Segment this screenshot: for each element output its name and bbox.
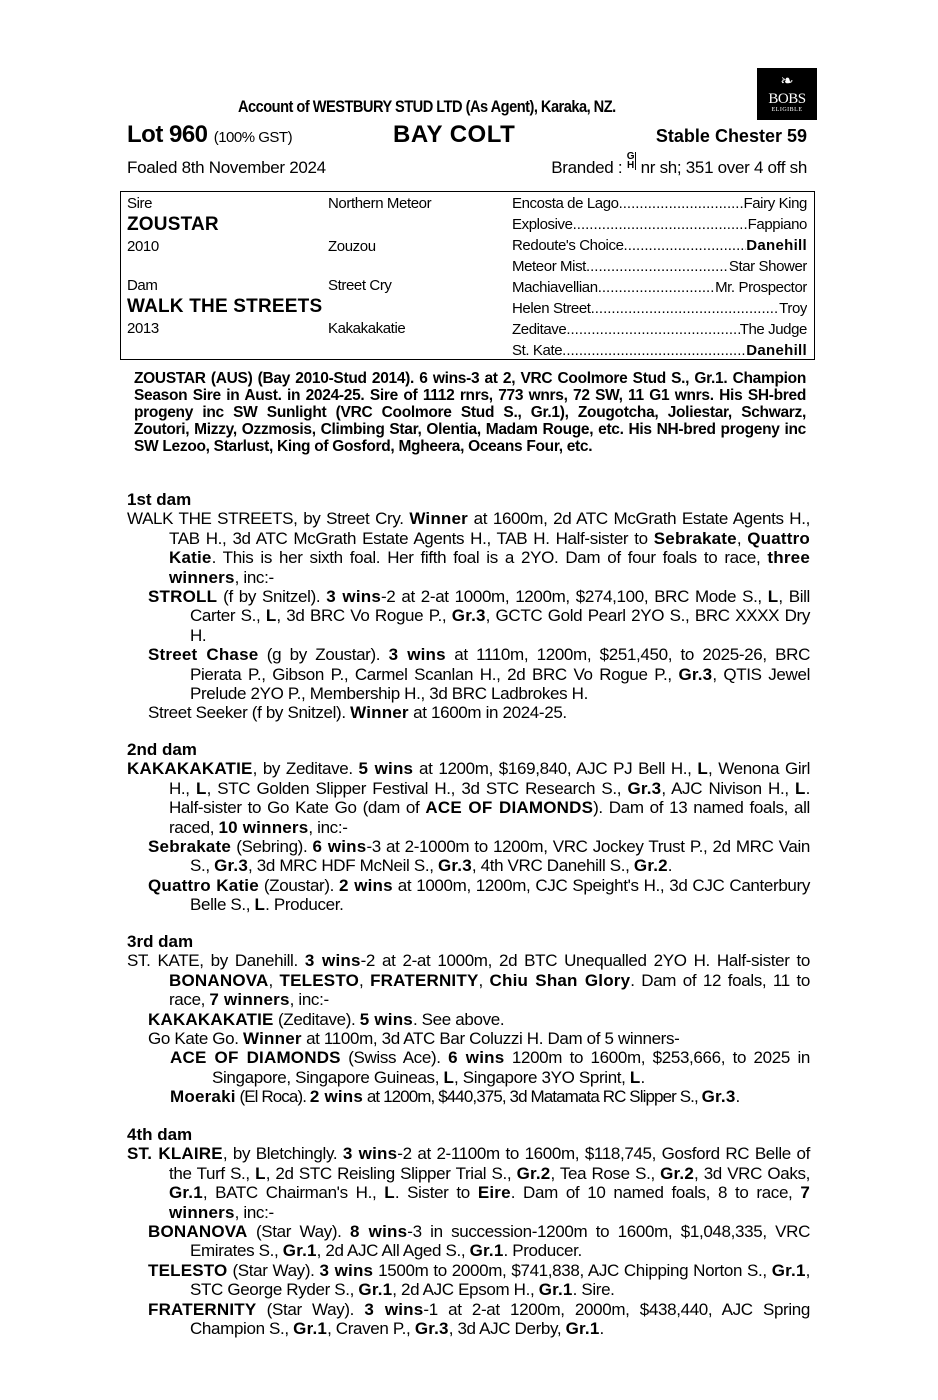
bold-text: L bbox=[384, 1183, 395, 1203]
bold-text: Sebrakate bbox=[653, 528, 737, 548]
section-title: 3rd dam bbox=[127, 932, 194, 951]
ancestor-row bbox=[512, 279, 807, 296]
bold-text: Gr.1 bbox=[565, 1319, 600, 1339]
text: (Swiss Ace). bbox=[340, 1048, 449, 1068]
branded-rest: nr sh; 351 over 4 off sh bbox=[640, 158, 807, 177]
bold-text: Chiu Shan Glory bbox=[489, 970, 631, 990]
ancestor-name: Meteor Mist bbox=[512, 258, 586, 275]
text: , 3d MRC HDF McNeil S., bbox=[248, 856, 438, 876]
bobs-eligible-logo bbox=[757, 68, 817, 120]
dot-leader bbox=[566, 321, 739, 338]
produce-record bbox=[127, 1261, 810, 1300]
bold-text: Gr.1 bbox=[538, 1280, 573, 1300]
sex-colour: BAY COLT bbox=[393, 121, 516, 148]
bold-text: 2 wins bbox=[309, 1087, 364, 1107]
text: , QTIS Jewel Prelude 2YO P., Membership H., 3d BRC Ladbrokes H. bbox=[190, 664, 810, 704]
text: (Star Way). bbox=[247, 1222, 350, 1242]
produce-record bbox=[127, 1087, 810, 1106]
bold-text: BONANOVA bbox=[169, 970, 269, 990]
ancestor-sire: Danehill bbox=[746, 342, 807, 359]
text: , 2d AJC Epsom H., bbox=[392, 1280, 539, 1300]
sire-dam: Zouzou bbox=[328, 238, 376, 255]
produce-record bbox=[127, 1144, 810, 1222]
stable-location: Stable Chester 59 bbox=[655, 126, 807, 146]
branded-info bbox=[551, 151, 807, 178]
text: . Sire. bbox=[572, 1280, 615, 1300]
text: . Producer. bbox=[265, 895, 344, 915]
ancestor-sire: Troy bbox=[779, 300, 807, 317]
bold-text: 8 wins bbox=[350, 1222, 408, 1242]
bold-text: FRATERNITY bbox=[370, 970, 479, 990]
dot-leader bbox=[562, 342, 746, 359]
text: (Zeditave). bbox=[273, 1009, 360, 1029]
third-dam-section bbox=[127, 932, 810, 1107]
text: , 3d VRC Oaks, bbox=[694, 1163, 810, 1183]
text: . Sister to bbox=[394, 1183, 478, 1203]
bold-text: Gr.3 bbox=[214, 856, 248, 876]
text: at 1100m, 3d ATC Bar Coluzzi H. Dam of 5 winners- bbox=[301, 1029, 680, 1049]
text: at 1600m in 2024-25. bbox=[408, 703, 567, 723]
bold-text: L bbox=[265, 606, 277, 626]
bold-text: L bbox=[443, 1067, 455, 1087]
bold-text: KAKAKAKATIE bbox=[148, 1009, 274, 1029]
bold-text: 3 wins bbox=[319, 1260, 374, 1280]
text: , bbox=[359, 970, 371, 990]
text: , Bill Carter S., bbox=[190, 587, 810, 626]
bold-text: ST. KLAIRE bbox=[127, 1144, 223, 1164]
bold-text: L bbox=[254, 895, 266, 915]
produce-record bbox=[127, 876, 810, 915]
text: . Dam of 10 named foals, 8 to race, bbox=[510, 1183, 801, 1203]
pedigree-table bbox=[120, 191, 815, 360]
ancestor-name: Helen Street bbox=[512, 300, 591, 317]
text: (f by Snitzel). bbox=[217, 587, 327, 607]
text: at 1600m, 2d ATC McGrath Estate Agents H., TAB H., 3d ATC McGrath Estate Agents H., TAB H. Half-sister to bbox=[169, 509, 810, 548]
foaled-row bbox=[127, 151, 807, 180]
bold-text: Winner bbox=[243, 1029, 302, 1049]
bold-text: TELESTO bbox=[148, 1260, 228, 1280]
produce-record bbox=[127, 951, 810, 1009]
bold-text: L bbox=[767, 587, 779, 607]
text: -2 at 2-at 1000m, 2d BTC Unequalled 2YO H. Half-sister to bbox=[360, 951, 810, 971]
text: . bbox=[667, 856, 673, 876]
second-dam-section bbox=[127, 740, 810, 915]
ancestor-row bbox=[512, 258, 807, 275]
text: ST. KATE, by Danehill. bbox=[127, 951, 305, 971]
bold-text: Gr.3 bbox=[701, 1087, 736, 1107]
bold-text: 6 wins bbox=[448, 1048, 505, 1068]
produce-record bbox=[127, 1048, 810, 1087]
bold-text: FRATERNITY bbox=[148, 1299, 257, 1319]
bold-text: Quattro Katie bbox=[148, 875, 259, 895]
first-dam-section bbox=[127, 490, 810, 723]
text: . Producer. bbox=[503, 1241, 582, 1261]
text: (Zoustar). bbox=[258, 875, 340, 895]
bold-text: 5 wins bbox=[359, 1009, 413, 1029]
bold-text: Winner bbox=[409, 509, 468, 529]
dot-leader bbox=[591, 300, 780, 317]
produce-record bbox=[127, 1010, 810, 1029]
dot-leader bbox=[619, 195, 744, 212]
text: , Tea Rose S., bbox=[550, 1163, 661, 1183]
text: , AJC Nivison H., bbox=[661, 778, 796, 798]
ancestor-row bbox=[512, 342, 807, 359]
ancestor-sire: Fairy King bbox=[743, 195, 807, 212]
text: , by Zeditave. bbox=[252, 759, 359, 779]
produce-record bbox=[127, 1222, 810, 1261]
bold-text: 6 wins bbox=[312, 837, 367, 857]
text: (El Roca). bbox=[235, 1087, 310, 1107]
text: . This is her sixth foal. Her fifth foal is a 2YO. Dam of four foals to race, bbox=[211, 548, 768, 568]
lot-number bbox=[127, 121, 292, 149]
bold-text: ACE OF DIAMONDS bbox=[170, 1048, 341, 1068]
bold-text: 3 wins bbox=[364, 1299, 424, 1319]
text: , Craven P., bbox=[327, 1319, 415, 1339]
ancestor-sire: Danehill bbox=[746, 237, 807, 254]
text: WALK THE STREETS, by Street Cry. bbox=[127, 509, 410, 529]
text: . Half-sister to Go Kate Go (dam of bbox=[169, 778, 810, 818]
ancestor-sire: Fappiano bbox=[747, 216, 807, 233]
ancestor-row bbox=[512, 321, 807, 338]
sire-name: ZOUSTAR bbox=[127, 214, 219, 235]
text: -3 at 2-1000m to 1200m, VRC Jockey Trust P., 2d MRC Vain S., bbox=[190, 837, 811, 876]
text: at 1000m, 1200m, CJC Speight's H., 3d CJC Canterbury Belle S., bbox=[190, 875, 810, 915]
bold-text: 2 wins bbox=[339, 875, 393, 895]
text: . Dam of 12 foals, 11 to race, bbox=[169, 970, 811, 1010]
text: (Star Way). bbox=[227, 1260, 320, 1280]
sire-summary: ZOUSTAR (AUS) (Bay 2010-Stud 2014). 6 wins-3 at 2, VRC Coolmore Stud S., Gr.1. Champion Season Sire in Aust. in 2024-25. Sire of 1112 rnrs, 773 wnrs, 72 SW, 11 G1 wnrs. His SH-bred progeny inc SW Sunlight (VRC Coolmore Stud S., Gr.1), Zougotcha, Joliestar, Schwarz, Zoutori, Mizzy, Ozzmosis, Climbing Star, Olentia, Madam Rouge, etc. His NH-bred progeny inc SW Lezoo, Starlust, King of Gosford, Mgheera, Oceans Four, etc. bbox=[134, 370, 806, 455]
sire-year: 2010 bbox=[127, 238, 159, 255]
text: , 3d BRC Vo Rogue P., bbox=[276, 606, 452, 626]
brand-mark bbox=[627, 152, 636, 170]
section-title: 4th dam bbox=[127, 1125, 193, 1144]
produce-record bbox=[127, 837, 810, 876]
text: , 2d STC Reisling Slipper Trial S., bbox=[265, 1163, 517, 1183]
text: 1200m to 1600m, $253,666, to 2025 in Singapore, Singapore Guineas, bbox=[212, 1048, 810, 1087]
bold-text: Gr.3 bbox=[627, 778, 662, 798]
bold-text: Gr.2 bbox=[516, 1163, 551, 1183]
produce-record bbox=[127, 645, 810, 703]
bold-text: Quattro Katie bbox=[169, 528, 811, 568]
bold-text: Gr.1 bbox=[469, 1241, 504, 1261]
bold-text: TELESTO bbox=[279, 970, 360, 990]
bold-text: Sebrakate bbox=[148, 837, 232, 857]
bold-text: Gr.3 bbox=[678, 664, 713, 684]
lot-label: Lot 960 bbox=[127, 121, 208, 148]
sire-sire: Northern Meteor bbox=[328, 195, 432, 212]
ancestor-sire: Mr. Prospector bbox=[715, 279, 807, 296]
bold-text: Street Chase bbox=[148, 645, 259, 665]
dot-leader bbox=[573, 216, 748, 233]
text: Street Seeker (f by Snitzel). bbox=[148, 703, 351, 723]
dot-leader bbox=[586, 258, 729, 275]
text: , 3d AJC Derby, bbox=[448, 1319, 566, 1339]
bold-text: L bbox=[795, 778, 806, 798]
bold-text: Eire bbox=[477, 1183, 511, 1203]
branded-label: Branded : bbox=[551, 158, 623, 177]
dam-dam: Kakakakatie bbox=[328, 320, 406, 337]
text: (Star Way). bbox=[256, 1299, 365, 1319]
text: , Wenona Girl H., bbox=[169, 759, 810, 798]
text: , bbox=[268, 970, 280, 990]
text: (Sebring). bbox=[231, 837, 313, 857]
bold-text: 3 wins bbox=[388, 645, 446, 665]
ancestor-name: Encosta de Lago bbox=[512, 195, 619, 212]
bold-text: Gr.3 bbox=[414, 1319, 449, 1339]
bold-text: Gr.1 bbox=[169, 1183, 203, 1203]
bold-text: 10 winners bbox=[218, 817, 309, 837]
dam-name: WALK THE STREETS bbox=[127, 296, 323, 317]
bold-text: Gr.2 bbox=[633, 856, 668, 876]
lot-row bbox=[127, 121, 807, 151]
brand-bottom: H bbox=[626, 160, 634, 171]
text: , Singapore 3YO Sprint, bbox=[454, 1067, 630, 1087]
bold-text: Gr.1 bbox=[771, 1260, 806, 1280]
gst-note: (100% GST) bbox=[213, 129, 293, 146]
ancestor-name: Machiavellian bbox=[512, 279, 598, 296]
text: . See above. bbox=[412, 1009, 505, 1029]
produce-record bbox=[127, 509, 810, 587]
vendor-account: Account of WESTBURY STUD LTD (As Agent), Karaka, NZ. bbox=[238, 97, 616, 116]
dam-label: Dam bbox=[127, 277, 158, 294]
bold-text: Gr.1 bbox=[293, 1319, 328, 1339]
produce-record bbox=[127, 703, 810, 722]
text: at 1110m, 1200m, $251,450, to 2025-26, BRC Pierata P., Gibson P., Carmel Scanlan H., 2d BRC Vo Rogue P., bbox=[190, 645, 810, 684]
dot-leader bbox=[624, 237, 747, 254]
ancestor-row bbox=[512, 237, 807, 254]
dam-year: 2013 bbox=[127, 320, 159, 337]
bold-text: L bbox=[697, 759, 708, 779]
ancestor-sire: The Judge bbox=[739, 321, 807, 338]
text: -3 in succession-1200m to 1600m, $1,048,335, VRC Emirates S., bbox=[190, 1222, 811, 1261]
text: , by Bletchingly. bbox=[222, 1144, 343, 1164]
text: , inc:- bbox=[234, 1202, 274, 1222]
foaled-date: Foaled 8th November 2024 bbox=[127, 158, 326, 177]
bold-text: 3 wins bbox=[304, 951, 361, 971]
produce-record bbox=[127, 587, 810, 645]
sire-label: Sire bbox=[127, 195, 153, 212]
text: Go Kate Go. bbox=[148, 1029, 244, 1049]
ancestor-name: Explosive bbox=[512, 216, 573, 233]
text: , 4th VRC Danehill S., bbox=[471, 856, 634, 876]
text: (g by Zoustar). bbox=[258, 645, 389, 665]
produce-record bbox=[127, 1300, 810, 1339]
text: , BATC Chairman's H., bbox=[202, 1183, 385, 1203]
bold-text: Gr.1 bbox=[282, 1241, 317, 1261]
text: , bbox=[478, 970, 490, 990]
bold-text: STROLL bbox=[148, 587, 218, 607]
text: . bbox=[599, 1319, 604, 1339]
bold-text: 5 wins bbox=[358, 759, 414, 779]
text: ). Dam of 13 named foals, all raced, bbox=[169, 798, 810, 837]
bold-text: Gr.1 bbox=[358, 1280, 393, 1300]
text: at 1200m, $169,840, AJC PJ Bell H., bbox=[413, 759, 698, 779]
bold-text: Winner bbox=[350, 703, 409, 723]
fourth-dam-section bbox=[127, 1125, 810, 1338]
text: , bbox=[736, 528, 748, 548]
brand-top: G bbox=[626, 151, 635, 162]
text: -2 at 2-1100m to 1600m, $118,745, Gosford RC Belle of the Turf S., bbox=[169, 1144, 810, 1183]
text: , GCTC Gold Pearl 2YO S., BRC XXXX Dry H. bbox=[190, 606, 810, 645]
bold-text: KAKAKAKATIE bbox=[127, 759, 253, 779]
logo-subtext: ELIGIBLE bbox=[771, 107, 803, 113]
bold-text: Moeraki bbox=[170, 1087, 236, 1107]
text: , inc:- bbox=[308, 817, 348, 837]
ancestor-name: Zeditave bbox=[512, 321, 567, 338]
produce-record bbox=[127, 1029, 810, 1048]
section-title: 2nd dam bbox=[127, 740, 197, 759]
logo-text: BOBS bbox=[768, 91, 806, 107]
text: , inc:- bbox=[289, 990, 329, 1010]
bold-text: Gr.3 bbox=[451, 606, 486, 626]
text: , 2d AJC All Aged S., bbox=[316, 1241, 470, 1261]
horse-head-icon: ❧ bbox=[780, 73, 794, 90]
bold-text: Gr.2 bbox=[660, 1163, 695, 1183]
text: . bbox=[640, 1067, 645, 1087]
dam-sire: Street Cry bbox=[328, 277, 392, 294]
bold-text: Gr.3 bbox=[437, 856, 472, 876]
text: 1500m to 2000m, $741,838, AJC Chipping Norton S., bbox=[373, 1260, 772, 1280]
ancestor-sire: Star Shower bbox=[728, 258, 807, 275]
bold-text: 3 wins bbox=[342, 1144, 398, 1164]
ancestor-name: Redoute's Choice bbox=[512, 237, 624, 254]
bold-text: ACE OF DIAMONDS bbox=[425, 798, 594, 818]
section-title: 1st dam bbox=[127, 490, 192, 509]
text: at 1200m, $440,375, 3d Matamata RC Slipper S., bbox=[363, 1087, 702, 1107]
ancestor-name: St. Kate bbox=[512, 342, 563, 359]
text: , STC George Ryder S., bbox=[190, 1260, 810, 1300]
ancestor-row bbox=[512, 300, 807, 317]
text: , inc:- bbox=[234, 567, 274, 587]
produce-record bbox=[127, 759, 810, 837]
bold-text: L bbox=[255, 1163, 266, 1183]
bold-text: L bbox=[195, 778, 207, 798]
ancestor-row bbox=[512, 195, 807, 212]
text: . bbox=[735, 1087, 740, 1107]
dot-leader bbox=[598, 279, 715, 296]
text: -1 at 2-at 1200m, 2000m, $438,440, AJC Spring Champion S., bbox=[190, 1299, 810, 1339]
bold-text: three winners bbox=[169, 548, 810, 587]
bold-text: L bbox=[629, 1067, 641, 1087]
bold-text: 7 winners bbox=[169, 1183, 811, 1222]
bold-text: 7 winners bbox=[209, 990, 290, 1010]
bold-text: BONANOVA bbox=[148, 1222, 248, 1242]
text: , STC Golden Slipper Festival H., 3d STC Research S., bbox=[206, 778, 628, 798]
ancestor-row bbox=[512, 216, 807, 233]
bold-text: 3 wins bbox=[326, 587, 381, 607]
text: -2 at 2-at 1000m, 1200m, $274,100, BRC Mode S., bbox=[380, 587, 768, 607]
